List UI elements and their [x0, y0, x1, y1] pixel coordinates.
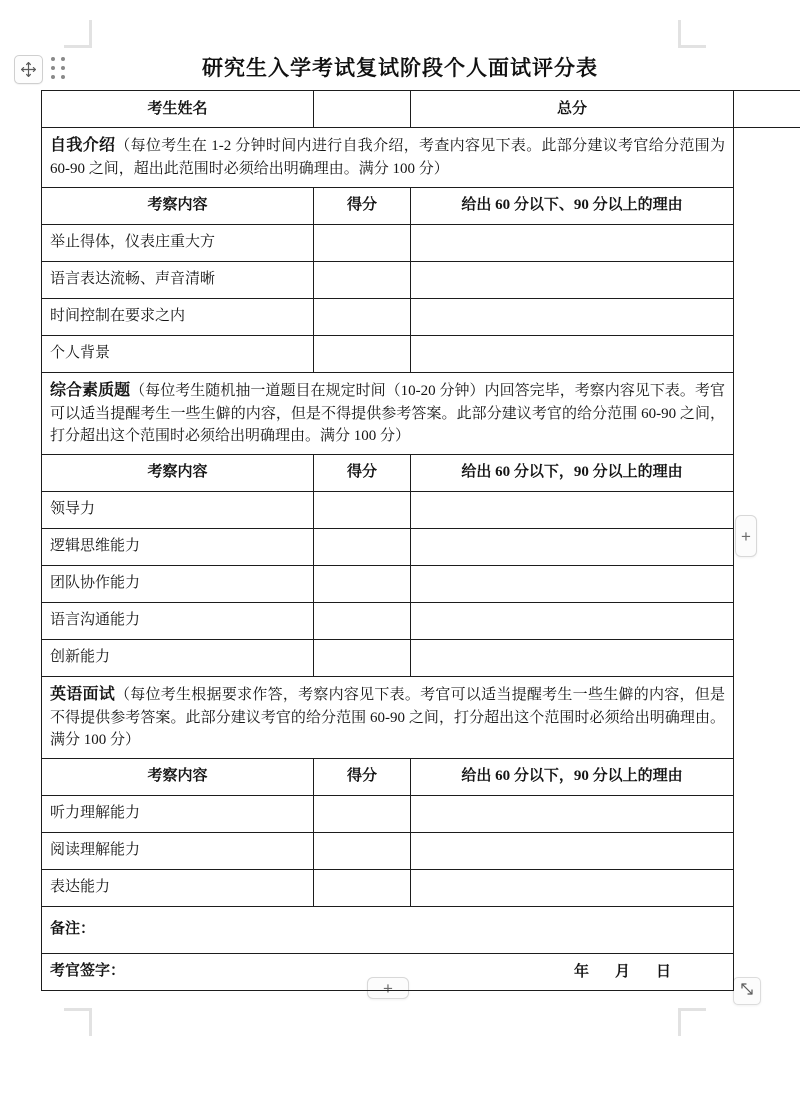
- section-heading-english-interview: 英语面试: [50, 685, 116, 703]
- page-corner-mark-bottom-left: [64, 1008, 92, 1036]
- criterion-label-comprehensive-quality-0: 领导力: [42, 491, 314, 528]
- remarks-cell[interactable]: [42, 906, 734, 953]
- column-header-item-self-introduction: 考察内容: [42, 187, 314, 224]
- reason-input-comprehensive-quality-3[interactable]: [411, 602, 734, 639]
- score-input-comprehensive-quality-3[interactable]: [314, 602, 411, 639]
- section-note-row-comprehensive-quality: [42, 372, 800, 454]
- score-input-comprehensive-quality-2[interactable]: [314, 565, 411, 602]
- criterion-label-english-interview-1: 阅读理解能力: [42, 832, 314, 869]
- table-row: [42, 795, 800, 832]
- table-row: [42, 528, 800, 565]
- section-heading-self-introduction: 自我介绍: [50, 137, 116, 154]
- table-row: [42, 261, 800, 298]
- signature-cell[interactable]: [42, 953, 734, 990]
- reason-input-english-interview-0[interactable]: [411, 795, 734, 832]
- column-header-row-english-interview: [42, 758, 800, 795]
- criterion-label-english-interview-2: 表达能力: [42, 869, 314, 906]
- reason-input-self-introduction-0[interactable]: [411, 224, 734, 261]
- interview-score-table: [41, 90, 800, 991]
- score-input-english-interview-0[interactable]: [314, 795, 411, 832]
- column-header-row-self-introduction: [42, 187, 800, 224]
- reason-input-self-introduction-2[interactable]: [411, 298, 734, 335]
- total-score-input[interactable]: [734, 91, 800, 128]
- criterion-label-comprehensive-quality-1: 逻辑思维能力: [42, 528, 314, 565]
- remarks-row: [42, 906, 800, 953]
- column-header-item-comprehensive-quality: 考察内容: [42, 454, 314, 491]
- table-row: [42, 335, 800, 372]
- score-input-english-interview-1[interactable]: [314, 832, 411, 869]
- table-row: [42, 832, 800, 869]
- table-row: [42, 565, 800, 602]
- signature-label: 考官签字：: [50, 963, 126, 980]
- section-note-english-interview: 英语面试（每位考生根据要求作答，考察内容见下表。考官可以适当提醒考生一些生僻的内容，但是不得提供参考答案。此部分建议考官的给分范围 60-90 之间，打分超出这个范围时必须给出明确理由。满分 100 分）: [42, 676, 734, 758]
- table-row: [42, 602, 800, 639]
- section-heading-comprehensive-quality: 综合素质题: [50, 381, 131, 399]
- candidate-name-label: 考生姓名: [42, 91, 314, 128]
- reason-input-comprehensive-quality-2[interactable]: [411, 565, 734, 602]
- add-column-button[interactable]: +: [735, 515, 757, 557]
- page-corner-mark-top-left: [64, 20, 92, 48]
- score-input-comprehensive-quality-0[interactable]: [314, 491, 411, 528]
- reason-input-comprehensive-quality-4[interactable]: [411, 639, 734, 676]
- section-note-row-english-interview: [42, 676, 800, 758]
- column-header-score-comprehensive-quality: 得分: [314, 454, 411, 491]
- add-row-button[interactable]: +: [367, 977, 409, 999]
- page-corner-mark-bottom-right: [678, 1008, 706, 1036]
- criterion-label-self-introduction-0: 举止得体，仪表庄重大方: [42, 224, 314, 261]
- column-header-item-english-interview: 考察内容: [42, 758, 314, 795]
- signature-row: [42, 953, 800, 990]
- table-row: [42, 224, 800, 261]
- table-row-candidate: [42, 91, 800, 128]
- table-row: [42, 298, 800, 335]
- reason-input-comprehensive-quality-0[interactable]: [411, 491, 734, 528]
- reason-input-comprehensive-quality-1[interactable]: [411, 528, 734, 565]
- score-input-self-introduction-3[interactable]: [314, 335, 411, 372]
- page-corner-mark-top-right: [678, 20, 706, 48]
- column-header-reason-comprehensive-quality: 给出 60 分以下，90 分以上的理由: [411, 454, 734, 491]
- reason-input-self-introduction-3[interactable]: [411, 335, 734, 372]
- criterion-label-comprehensive-quality-3: 语言沟通能力: [42, 602, 314, 639]
- score-input-self-introduction-0[interactable]: [314, 224, 411, 261]
- reason-input-english-interview-1[interactable]: [411, 832, 734, 869]
- column-header-reason-self-introduction: 给出 60 分以下、90 分以上的理由: [411, 187, 734, 224]
- score-input-comprehensive-quality-1[interactable]: [314, 528, 411, 565]
- table-row: [42, 491, 800, 528]
- signature-date-fields: 年月日: [573, 963, 697, 980]
- criterion-label-comprehensive-quality-2: 团队协作能力: [42, 565, 314, 602]
- criterion-label-self-introduction-2: 时间控制在要求之内: [42, 298, 314, 335]
- section-note-comprehensive-quality: 综合素质题（每位考生随机抽一道题目在规定时间（10-20 分钟）内回答完毕，考察内容见下表。考官可以适当提醒考生一些生僻的内容，但是不得提供参考答案。此部分建议考官的给分范围 60-90 之间，打分超出这个范围时必须给出明确理由。满分 100 分）: [42, 372, 734, 454]
- score-input-english-interview-2[interactable]: [314, 869, 411, 906]
- total-score-label: 总分: [411, 91, 734, 128]
- column-header-reason-english-interview: 给出 60 分以下，90 分以上的理由: [411, 758, 734, 795]
- remarks-label: 备注：: [50, 921, 96, 938]
- score-input-self-introduction-1[interactable]: [314, 261, 411, 298]
- section-note-row-self-introduction: [42, 128, 800, 188]
- score-input-self-introduction-2[interactable]: [314, 298, 411, 335]
- table-row: [42, 639, 800, 676]
- criterion-label-self-introduction-3: 个人背景: [42, 335, 314, 372]
- candidate-name-input[interactable]: [314, 91, 411, 128]
- column-header-score-english-interview: 得分: [314, 758, 411, 795]
- criterion-label-self-introduction-1: 语言表达流畅、声音清晰: [42, 261, 314, 298]
- table-row: [42, 869, 800, 906]
- reason-input-self-introduction-1[interactable]: [411, 261, 734, 298]
- column-header-score-self-introduction: 得分: [314, 187, 411, 224]
- score-input-comprehensive-quality-4[interactable]: [314, 639, 411, 676]
- criterion-label-comprehensive-quality-4: 创新能力: [42, 639, 314, 676]
- section-note-self-introduction: 自我介绍（每位考生在 1-2 分钟时间内进行自我介绍，考查内容见下表。此部分建议考官给分范围为 60-90 之间，超出此范围时必须给出明确理由。满分 100 分）: [42, 128, 734, 188]
- reason-input-english-interview-2[interactable]: [411, 869, 734, 906]
- column-header-row-comprehensive-quality: [42, 454, 800, 491]
- criterion-label-english-interview-0: 听力理解能力: [42, 795, 314, 832]
- page-title: 研究生入学考试复试阶段个人面试评分表: [202, 56, 598, 80]
